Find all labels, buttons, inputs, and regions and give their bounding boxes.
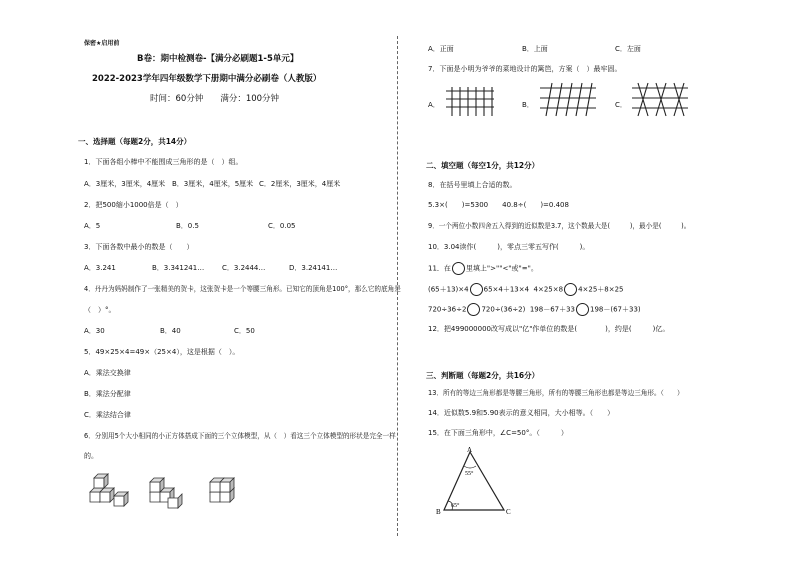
- triangle-shape: [444, 452, 504, 510]
- q11-text: [428, 262, 538, 275]
- q11-expr-d: 4×25＋8×25: [578, 285, 624, 294]
- compare-circle-1[interactable]: [470, 283, 483, 296]
- q5-option-a: A．乘法交换律: [84, 369, 131, 377]
- q11-prefix: 11．在: [428, 264, 451, 273]
- q8-text: 8．在括号里填上合适的数。: [428, 181, 517, 189]
- q3-text: 3．下面各数中最小的数是（ ）: [84, 243, 194, 251]
- cube-model-3: [210, 478, 234, 502]
- q6-text: 6．分别用5个大小相同的小正方体搭成下面的三个立体模型，从（ ）看这三个立体模型的形状是完全一样: [84, 432, 396, 440]
- q11-suffix: 里填上">""<"或"="。: [465, 264, 538, 273]
- q6-option-c: C．左面: [615, 45, 641, 53]
- cube-model-1: [90, 474, 128, 506]
- q3-option-c: C．3.2444…: [222, 264, 266, 272]
- q11-expr-f: 720÷(36÷2): [481, 305, 526, 314]
- section1-title: 一、选择题（每题2分，共14分）: [78, 137, 192, 146]
- compare-circle-3[interactable]: [467, 303, 480, 316]
- q1-option-a: A．3厘米，3厘米，4厘米: [84, 180, 166, 188]
- vertex-c-label: C: [506, 508, 511, 516]
- cube-model-2: [150, 478, 182, 508]
- q7-option-b: B．: [522, 101, 534, 109]
- q2-option-b: B．0.5: [176, 222, 199, 230]
- q4-text-line2: （ ）°。: [84, 306, 116, 314]
- q11-expr-g: 198－67＋33: [529, 305, 576, 314]
- q4-option-b: B．40: [160, 327, 181, 335]
- q3-option-a: A．3.241: [84, 264, 116, 272]
- compare-circle-icon[interactable]: [452, 262, 465, 275]
- exam-title: B卷：期中检测卷-【满分必刷题1-5单元】: [137, 54, 299, 64]
- q2-option-a: A．5: [84, 222, 101, 230]
- q5-option-b: B．乘法分配律: [84, 390, 131, 398]
- fence-a-icon: [444, 86, 496, 118]
- q3-option-d: D．3.24141…: [289, 264, 338, 272]
- triangle-figure: [432, 444, 522, 516]
- q11-expr-e: 720÷36÷2: [428, 305, 467, 314]
- angle-b-label: 65°: [451, 503, 460, 509]
- q14-text: 14．近似数5.9和5.90表示的意义相同，大小相等。（ ）: [428, 409, 615, 417]
- exam-time: 时间：60分钟 满分：100分钟: [150, 94, 280, 104]
- vertex-b-label: B: [436, 508, 441, 516]
- angle-a-arc: [464, 466, 476, 468]
- fence-b-icon: [538, 82, 598, 118]
- q8-line: 5.3×( )=5300 40.8÷( )=0.408: [428, 201, 569, 209]
- section3-title: 三、判断题（每题2分，共16分）: [426, 371, 540, 380]
- angle-a-label: 55°: [465, 471, 474, 477]
- fence-c-icon: [630, 82, 690, 118]
- q7-text: 7．下面是小明为爷爷的菜地设计的篱笆，方案（ ）最牢固。: [428, 65, 622, 73]
- q1-option-c: C．2厘米，3厘米，4厘米: [259, 180, 341, 188]
- q2-text: 2．把500缩小1000倍是（ ）: [84, 201, 183, 209]
- q11-row2: [428, 303, 641, 316]
- q11-expr-c: 4×25×8: [533, 285, 564, 294]
- q9-text: 9．一个两位小数四舍五入得到的近似数是3.7，这个数最大是( )，最小是( )。: [428, 222, 691, 230]
- q6-option-b: B．上面: [522, 45, 548, 53]
- q15-text: 15．在下面三角形中，∠C=50°。（ ）: [428, 429, 568, 437]
- q11-expr-a: (65＋13)×4: [428, 285, 469, 294]
- q12-text: 12．把499000000改写成以"亿"作单位的数是( )，约是( )亿。: [428, 325, 670, 333]
- q6-option-a: A．正面: [428, 45, 454, 53]
- column-divider: [397, 36, 398, 536]
- q7-option-c: C．: [615, 101, 627, 109]
- q11-expr-b: 65×4＋13×4: [483, 285, 530, 294]
- q11-row1: [428, 283, 624, 296]
- compare-circle-2[interactable]: [564, 283, 577, 296]
- vertex-a-label: A: [467, 446, 473, 454]
- q13-text: 13．所有的等边三角形都是等腰三角形，所有的等腰三角形也都是等边三角形。（ ）: [428, 389, 684, 397]
- q4-text: 4．丹丹为妈妈制作了一张精美的贺卡，这张贺卡是一个等腰三角形。已知它的顶角是100°，那么它的底角是: [84, 285, 401, 293]
- q4-option-c: C．50: [234, 327, 255, 335]
- section2-title: 二、填空题（每空1分，共12分）: [426, 161, 540, 170]
- q1-option-b: B．3厘米，4厘米，5厘米: [172, 180, 254, 188]
- q3-option-b: B．3.341241…: [152, 264, 205, 272]
- q10-text: 10．3.04读作( )，零点三零五写作( )。: [428, 243, 590, 251]
- q6-text-line2: 的。: [84, 452, 98, 460]
- q2-option-c: C．0.05: [268, 222, 296, 230]
- secret-mark: 保密★启用前: [84, 40, 120, 47]
- exam-subtitle: 2022-2023学年四年级数学下册期中满分必刷卷（人教版）: [92, 74, 322, 84]
- q7-option-a: A．: [428, 101, 440, 109]
- q5-text: 5．49×25×4=49×（25×4），这是根据（ ）。: [84, 348, 240, 356]
- compare-circle-4[interactable]: [576, 303, 589, 316]
- q4-option-a: A．30: [84, 327, 105, 335]
- q1-text: 1．下面各组小棒中不能围成三角形的是（ ）组。: [84, 158, 243, 166]
- cube-models-figure: [82, 472, 312, 512]
- q5-option-c: C．乘法结合律: [84, 411, 131, 419]
- q11-expr-h: 198－(67＋33): [590, 305, 641, 314]
